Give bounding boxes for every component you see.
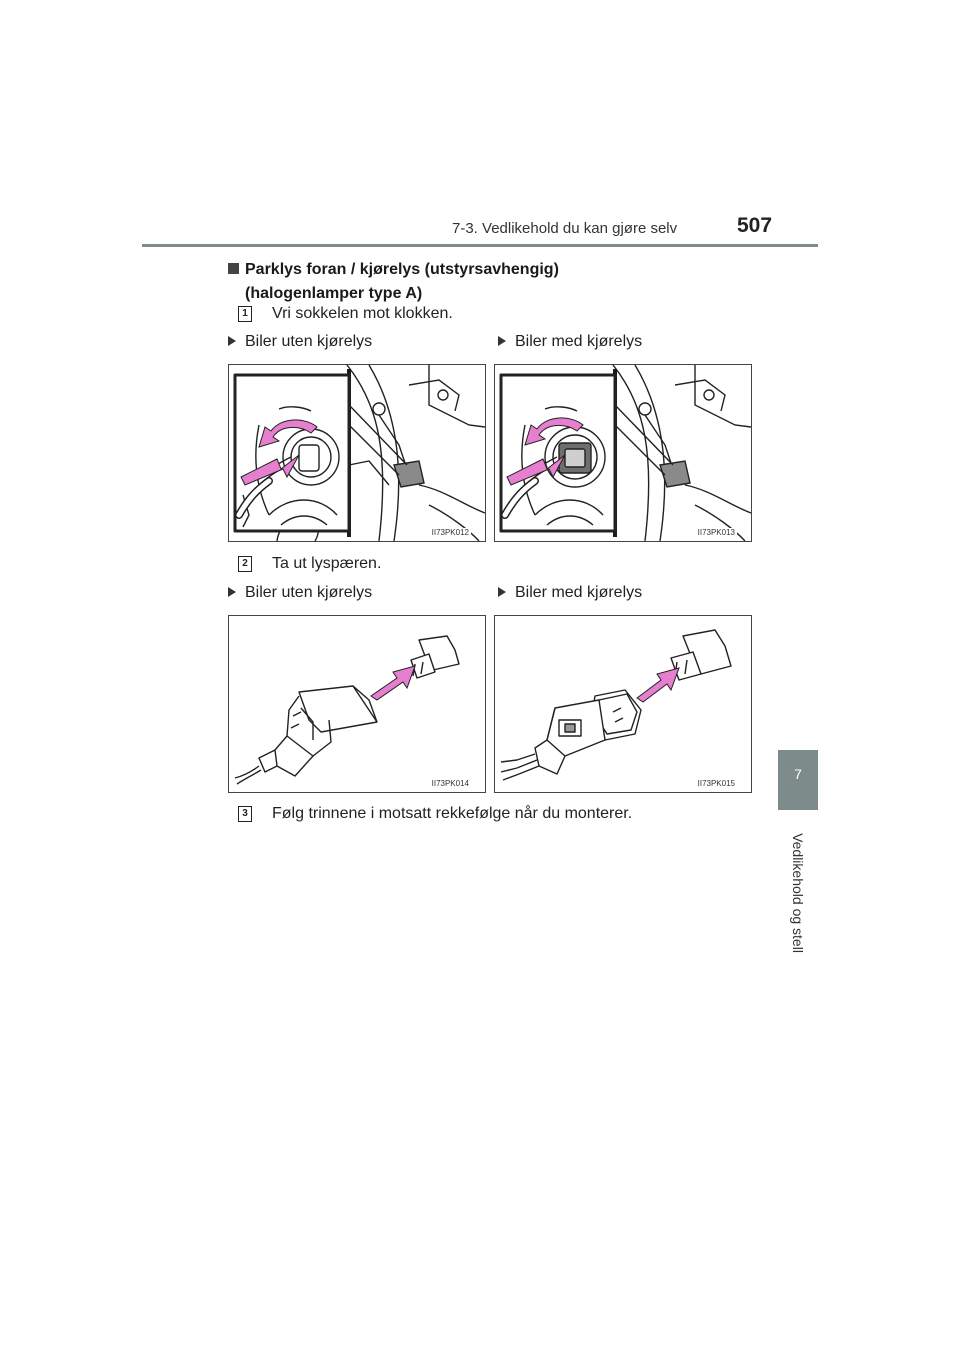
- running-header-section: 7-3. Vedlikehold du kan gjøre selv: [452, 220, 678, 237]
- step-3-text: Følg trinnene i motsatt rekkefølge når du monterer.: [272, 805, 633, 822]
- heading-line-2: (halogenlamper type A): [245, 285, 423, 302]
- bullet-triangle-icon: [228, 587, 236, 597]
- chapter-title-label: Vedlikehold og stell: [790, 833, 806, 953]
- step-1-number: 1: [238, 306, 252, 322]
- heading-square-icon: [228, 263, 239, 274]
- variant-label-with-drl-1: Biler med kjørelys: [498, 333, 642, 351]
- figure-code: II73PK014: [431, 779, 469, 788]
- figure-twist-socket-with-drl: [494, 364, 752, 542]
- chapter-title-vertical: [781, 818, 815, 968]
- variant-label-without-drl-2: Biler uten kjørelys: [228, 584, 372, 602]
- figure-code: II73PK015: [697, 779, 735, 788]
- variant-label-without-drl-1: Biler uten kjørelys: [228, 333, 372, 351]
- step-2-number: 2: [238, 556, 252, 572]
- bullet-triangle-icon: [498, 336, 506, 346]
- bullet-triangle-icon: [228, 336, 236, 346]
- heading-line-1: Parklys foran / kjørelys (utstyrsavhengig): [245, 261, 559, 278]
- headlight-illustration: [495, 365, 751, 541]
- step-2-text: Ta ut lyspæren.: [272, 555, 382, 572]
- figure-twist-socket-without-drl: [228, 364, 486, 542]
- chapter-number-tab: 7: [778, 750, 818, 810]
- header-divider: [142, 244, 818, 247]
- page-number: 507: [737, 214, 773, 237]
- figure-remove-bulb-without-drl: [228, 615, 486, 793]
- bullet-triangle-icon: [498, 587, 506, 597]
- figure-code: II73PK013: [697, 528, 735, 537]
- headlight-illustration: [229, 365, 485, 541]
- variant-label-with-drl-2: Biler med kjørelys: [498, 584, 642, 602]
- step-3-number: 3: [238, 806, 252, 822]
- figure-code: II73PK012: [431, 528, 469, 537]
- bulb-socket-illustration: [229, 616, 485, 792]
- figure-remove-bulb-with-drl: [494, 615, 752, 793]
- bulb-socket-illustration: [495, 616, 751, 792]
- step-1-text: Vri sokkelen mot klokken.: [272, 305, 453, 322]
